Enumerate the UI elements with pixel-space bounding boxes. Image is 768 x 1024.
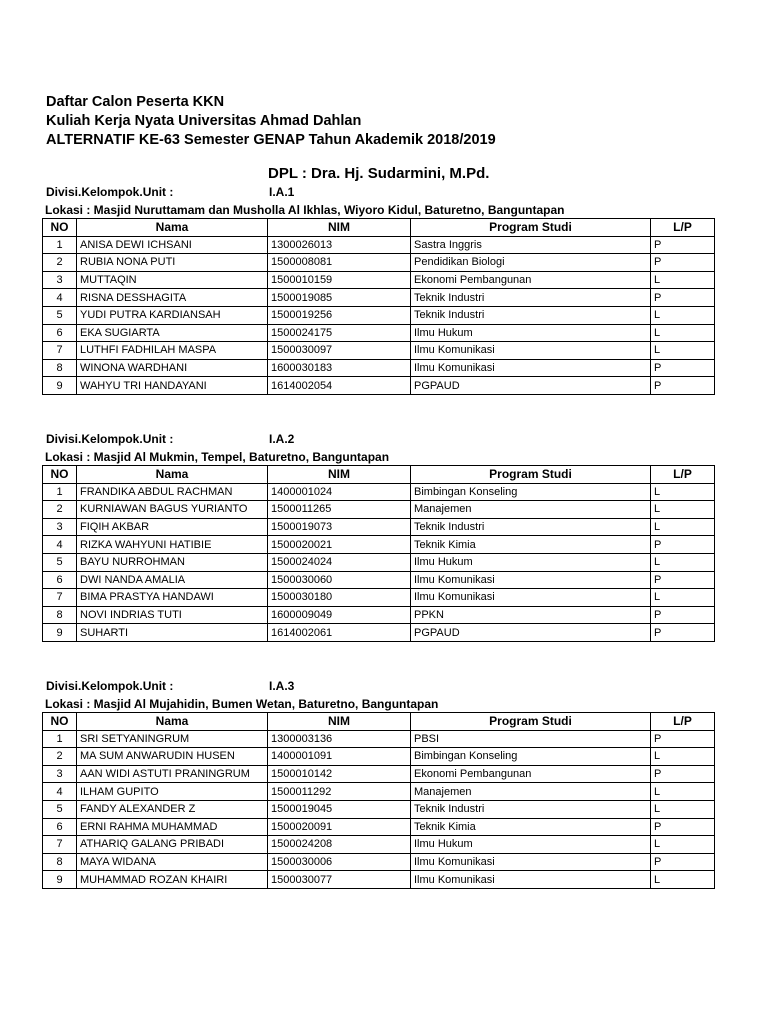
- unit-value: I.A.2: [269, 432, 295, 446]
- cell-program-studi: Ilmu Komunikasi: [411, 871, 651, 889]
- cell-nim: 1500010159: [268, 271, 411, 289]
- table-row: [43, 836, 715, 854]
- cell-nim: 1500008081: [268, 254, 411, 272]
- cell-nim: 1500019045: [268, 800, 411, 818]
- cell-lp: L: [651, 342, 715, 360]
- cell-lp: L: [651, 518, 715, 536]
- cell-nama: FANDY ALEXANDER Z: [77, 800, 268, 818]
- header-no: NO: [43, 713, 77, 731]
- cell-no: 1: [43, 236, 77, 254]
- cell-no: 9: [43, 624, 77, 642]
- table-row: [43, 271, 715, 289]
- unit-line: [42, 679, 714, 696]
- cell-no: 5: [43, 306, 77, 324]
- cell-nama: ILHAM GUPITO: [77, 783, 268, 801]
- cell-lp: L: [651, 589, 715, 607]
- cell-program-studi: Pendidikan Biologi: [411, 254, 651, 272]
- cell-no: 5: [43, 800, 77, 818]
- cell-lp: P: [651, 624, 715, 642]
- cell-lp: P: [651, 236, 715, 254]
- cell-nama: RUBIA NONA PUTI: [77, 254, 268, 272]
- header-nama: Nama: [77, 219, 268, 237]
- cell-no: 2: [43, 501, 77, 519]
- cell-no: 4: [43, 289, 77, 307]
- cell-nama: MUHAMMAD ROZAN KHAIRI: [77, 871, 268, 889]
- unit-line: [42, 185, 714, 202]
- cell-nim: 1300003136: [268, 730, 411, 748]
- header-program-studi: Program Studi: [411, 219, 651, 237]
- unit-section: [42, 679, 714, 889]
- cell-lp: P: [651, 853, 715, 871]
- cell-program-studi: Teknik Kimia: [411, 536, 651, 554]
- cell-nim: 1500030180: [268, 589, 411, 607]
- cell-nim: 1600030183: [268, 359, 411, 377]
- cell-no: 7: [43, 836, 77, 854]
- participant-table: [42, 465, 715, 642]
- header-semester: ALTERNATIF KE-63 Semester GENAP Tahun Akademik 2018/2019: [46, 132, 496, 148]
- cell-nim: 1614002061: [268, 624, 411, 642]
- cell-lp: P: [651, 765, 715, 783]
- cell-program-studi: Ilmu Komunikasi: [411, 853, 651, 871]
- cell-program-studi: Teknik Industri: [411, 289, 651, 307]
- cell-nim: 1400001091: [268, 748, 411, 766]
- unit-section: [42, 432, 714, 642]
- table-row: [43, 377, 715, 395]
- cell-nama: MUTTAQIN: [77, 271, 268, 289]
- cell-program-studi: PPKN: [411, 606, 651, 624]
- cell-nama: YUDI PUTRA KARDIANSAH: [77, 306, 268, 324]
- table-row: [43, 748, 715, 766]
- cell-nama: EKA SUGIARTA: [77, 324, 268, 342]
- cell-no: 4: [43, 783, 77, 801]
- cell-no: 5: [43, 553, 77, 571]
- header-nim: NIM: [268, 466, 411, 484]
- lokasi-line: Lokasi : Masjid Al Mujahidin, Bumen Wetan, Baturetno, Banguntapan: [45, 697, 439, 711]
- header-program-studi: Program Studi: [411, 713, 651, 731]
- cell-lp: L: [651, 501, 715, 519]
- header-lp: L/P: [651, 466, 715, 484]
- cell-program-studi: Ilmu Komunikasi: [411, 571, 651, 589]
- cell-nama: BIMA PRASTYA HANDAWI: [77, 589, 268, 607]
- header-university: Kuliah Kerja Nyata Universitas Ahmad Dahlan: [46, 113, 362, 129]
- table-row: [43, 730, 715, 748]
- participant-table: [42, 712, 715, 889]
- cell-lp: P: [651, 377, 715, 395]
- cell-program-studi: PBSI: [411, 730, 651, 748]
- table-header-row: [43, 219, 715, 237]
- table-row: [43, 359, 715, 377]
- cell-nama: SUHARTI: [77, 624, 268, 642]
- cell-no: 1: [43, 730, 77, 748]
- cell-nim: 1500019073: [268, 518, 411, 536]
- cell-nama: BAYU NURROHMAN: [77, 553, 268, 571]
- table-row: [43, 501, 715, 519]
- table-row: [43, 853, 715, 871]
- unit-label: Divisi.Kelompok.Unit :: [46, 185, 174, 199]
- cell-nama: NOVI INDRIAS TUTI: [77, 606, 268, 624]
- table-row: [43, 483, 715, 501]
- cell-program-studi: PGPAUD: [411, 624, 651, 642]
- cell-program-studi: Teknik Kimia: [411, 818, 651, 836]
- cell-lp: L: [651, 783, 715, 801]
- table-row: [43, 606, 715, 624]
- cell-nim: 1500030097: [268, 342, 411, 360]
- lokasi-line: Lokasi : Masjid Al Mukmin, Tempel, Baturetno, Banguntapan: [45, 450, 390, 464]
- cell-no: 2: [43, 254, 77, 272]
- cell-program-studi: Manajemen: [411, 501, 651, 519]
- cell-lp: P: [651, 730, 715, 748]
- cell-nama: RISNA DESSHAGITA: [77, 289, 268, 307]
- table-row: [43, 536, 715, 554]
- cell-nama: MA SUM ANWARUDIN HUSEN: [77, 748, 268, 766]
- table-row: [43, 518, 715, 536]
- table-row: [43, 624, 715, 642]
- cell-no: 7: [43, 342, 77, 360]
- cell-nama: AAN WIDI ASTUTI PRANINGRUM: [77, 765, 268, 783]
- table-row: [43, 571, 715, 589]
- cell-program-studi: Ilmu Hukum: [411, 836, 651, 854]
- header-nim: NIM: [268, 219, 411, 237]
- header-no: NO: [43, 466, 77, 484]
- document-header: [46, 93, 496, 150]
- cell-no: 8: [43, 606, 77, 624]
- unit-line: [42, 432, 714, 449]
- cell-no: 4: [43, 536, 77, 554]
- cell-program-studi: PGPAUD: [411, 377, 651, 395]
- cell-program-studi: Ilmu Hukum: [411, 324, 651, 342]
- cell-nama: FRANDIKA ABDUL RACHMAN: [77, 483, 268, 501]
- header-nim: NIM: [268, 713, 411, 731]
- table-header-row: [43, 466, 715, 484]
- cell-nama: LUTHFI FADHILAH MASPA: [77, 342, 268, 360]
- cell-nama: MAYA WIDANA: [77, 853, 268, 871]
- cell-lp: P: [651, 289, 715, 307]
- cell-nim: 1600009049: [268, 606, 411, 624]
- cell-no: 6: [43, 818, 77, 836]
- cell-lp: L: [651, 553, 715, 571]
- cell-nim: 1614002054: [268, 377, 411, 395]
- cell-nim: 1500020091: [268, 818, 411, 836]
- table-row: [43, 871, 715, 889]
- table-row: [43, 783, 715, 801]
- cell-lp: L: [651, 324, 715, 342]
- cell-nama: SRI SETYANINGRUM: [77, 730, 268, 748]
- table-row: [43, 236, 715, 254]
- cell-program-studi: Teknik Industri: [411, 306, 651, 324]
- cell-program-studi: Teknik Industri: [411, 800, 651, 818]
- unit-value: I.A.3: [269, 679, 295, 693]
- cell-nama: ANISA DEWI ICHSANI: [77, 236, 268, 254]
- table-row: [43, 306, 715, 324]
- cell-nim: 1500010142: [268, 765, 411, 783]
- cell-no: 3: [43, 765, 77, 783]
- cell-nim: 1500030060: [268, 571, 411, 589]
- cell-no: 9: [43, 377, 77, 395]
- cell-nim: 1500019085: [268, 289, 411, 307]
- table-row: [43, 765, 715, 783]
- table-row: [43, 324, 715, 342]
- cell-no: 7: [43, 589, 77, 607]
- cell-nama: ATHARIQ GALANG PRIBADI: [77, 836, 268, 854]
- cell-nama: WINONA WARDHANI: [77, 359, 268, 377]
- header-program-studi: Program Studi: [411, 466, 651, 484]
- cell-nama: FIQIH AKBAR: [77, 518, 268, 536]
- header-lp: L/P: [651, 713, 715, 731]
- cell-lp: P: [651, 254, 715, 272]
- cell-no: 9: [43, 871, 77, 889]
- table-row: [43, 818, 715, 836]
- table-row: [43, 254, 715, 272]
- participant-table: [42, 218, 715, 395]
- header-no: NO: [43, 219, 77, 237]
- cell-lp: P: [651, 818, 715, 836]
- table-row: [43, 589, 715, 607]
- cell-program-studi: Ekonomi Pembangunan: [411, 765, 651, 783]
- cell-program-studi: Ilmu Komunikasi: [411, 359, 651, 377]
- cell-nama: RIZKA WAHYUNI HATIBIE: [77, 536, 268, 554]
- lokasi-line: Lokasi : Masjid Nuruttamam dan Musholla Al Ikhlas, Wiyoro Kidul, Baturetno, Banguntapan: [45, 203, 565, 217]
- unit-value: I.A.1: [269, 185, 295, 199]
- header-nama: Nama: [77, 466, 268, 484]
- cell-program-studi: Sastra Inggris: [411, 236, 651, 254]
- cell-no: 6: [43, 571, 77, 589]
- cell-nim: 1500011265: [268, 501, 411, 519]
- cell-lp: P: [651, 571, 715, 589]
- header-title: Daftar Calon Peserta KKN: [46, 94, 225, 110]
- cell-no: 3: [43, 271, 77, 289]
- cell-no: 2: [43, 748, 77, 766]
- table-row: [43, 553, 715, 571]
- table-row: [43, 342, 715, 360]
- table-row: [43, 289, 715, 307]
- cell-lp: L: [651, 800, 715, 818]
- unit-section: [42, 185, 714, 395]
- cell-nim: 1500030077: [268, 871, 411, 889]
- cell-program-studi: Teknik Industri: [411, 518, 651, 536]
- cell-program-studi: Ilmu Hukum: [411, 553, 651, 571]
- dpl-supervisor: DPL : Dra. Hj. Sudarmini, M.Pd.: [268, 165, 490, 182]
- table-header-row: [43, 713, 715, 731]
- cell-lp: L: [651, 748, 715, 766]
- cell-nama: WAHYU TRI HANDAYANI: [77, 377, 268, 395]
- cell-nama: DWI NANDA AMALIA: [77, 571, 268, 589]
- cell-no: 6: [43, 324, 77, 342]
- cell-lp: P: [651, 359, 715, 377]
- cell-lp: P: [651, 606, 715, 624]
- cell-nim: 1500024208: [268, 836, 411, 854]
- cell-nama: KURNIAWAN BAGUS YURIANTO: [77, 501, 268, 519]
- cell-no: 1: [43, 483, 77, 501]
- cell-no: 8: [43, 359, 77, 377]
- cell-nim: 1500030006: [268, 853, 411, 871]
- table-row: [43, 800, 715, 818]
- cell-lp: P: [651, 536, 715, 554]
- cell-lp: L: [651, 306, 715, 324]
- cell-nim: 1500024024: [268, 553, 411, 571]
- cell-lp: L: [651, 871, 715, 889]
- cell-lp: L: [651, 271, 715, 289]
- cell-program-studi: Ekonomi Pembangunan: [411, 271, 651, 289]
- cell-nim: 1500019256: [268, 306, 411, 324]
- cell-program-studi: Bimbingan Konseling: [411, 483, 651, 501]
- cell-nama: ERNI RAHMA MUHAMMAD: [77, 818, 268, 836]
- unit-label: Divisi.Kelompok.Unit :: [46, 432, 174, 446]
- cell-no: 3: [43, 518, 77, 536]
- cell-program-studi: Ilmu Komunikasi: [411, 589, 651, 607]
- header-lp: L/P: [651, 219, 715, 237]
- cell-nim: 1500024175: [268, 324, 411, 342]
- cell-nim: 1500011292: [268, 783, 411, 801]
- unit-label: Divisi.Kelompok.Unit :: [46, 679, 174, 693]
- cell-nim: 1300026013: [268, 236, 411, 254]
- header-nama: Nama: [77, 713, 268, 731]
- cell-program-studi: Manajemen: [411, 783, 651, 801]
- cell-nim: 1400001024: [268, 483, 411, 501]
- cell-program-studi: Bimbingan Konseling: [411, 748, 651, 766]
- cell-nim: 1500020021: [268, 536, 411, 554]
- cell-no: 8: [43, 853, 77, 871]
- cell-lp: L: [651, 836, 715, 854]
- cell-program-studi: Ilmu Komunikasi: [411, 342, 651, 360]
- cell-lp: L: [651, 483, 715, 501]
